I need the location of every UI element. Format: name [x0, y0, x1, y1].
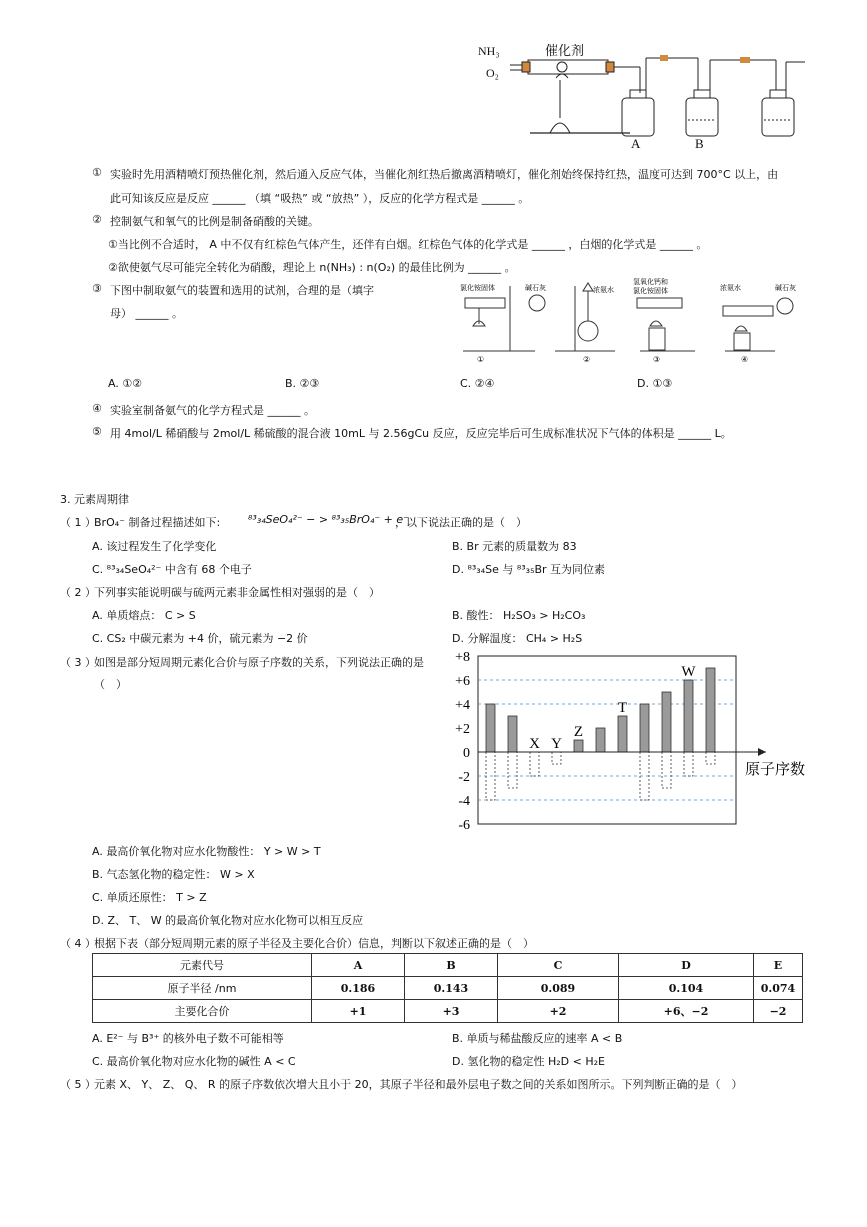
q1-tail: ，以下说法正确的是（ ） — [395, 516, 527, 529]
table-cell: +3 — [405, 1000, 498, 1023]
q3-text-2: （ ） — [94, 678, 127, 691]
q4-text: 根据下表（部分短周期元素的原子半径及主要化合价）信息，判断以下叙述正确的是（ ） — [94, 937, 534, 950]
figure-text-6: 浓氨水 — [720, 284, 741, 292]
item-2-line: 控制氨气和氧气的比例是制备硝酸的关键。 — [110, 215, 319, 228]
table-cell: 0.143 — [405, 977, 498, 1000]
q2-option-a: A. 单质熔点： C > S — [92, 609, 196, 622]
table-cell: +1 — [312, 1000, 405, 1023]
nh3-label: NH₃ — [478, 44, 500, 58]
q2-text: 下列事实能说明碳与硫两元素非金属性相对强弱的是（ ） — [94, 586, 380, 599]
bottle-a-label: A — [631, 136, 641, 151]
positive-valence-bar — [662, 692, 671, 752]
figure-text-1: 氯化铵固体 — [460, 284, 495, 292]
figure-label-4: ④ — [741, 355, 749, 364]
q1-text: BrO₄⁻ 制备过程描述如下: — [94, 516, 221, 529]
table-cell: D — [619, 954, 754, 977]
figure-label-3: ③ — [653, 355, 661, 364]
item-3-option-d: D. ①③ — [637, 377, 673, 390]
q5-text: 元素 X、 Y、 Z、 Q、 R 的原子序数依次增大且小于 20，其原子半径和最外层电子数之间的关系如图所示。下列判断正确的是（ ） — [94, 1078, 743, 1091]
point-label: T — [617, 700, 628, 716]
table-cell: 0.104 — [619, 977, 754, 1000]
q2-option-c: C. CS₂ 中碳元素为 +4 价，硫元素为 −2 价 — [92, 632, 308, 645]
table-cell: 元素代号 — [93, 954, 312, 977]
positive-valence-bar — [596, 728, 605, 752]
item-3-option-c: C. ②④ — [460, 377, 495, 390]
x-axis-label: 原子序数 — [745, 762, 806, 778]
item-5-line: 用 4mol/L 稀硝酸与 2mol/L 稀硫酸的混合液 10mL 与 2.56gCu 反应，反应完毕后可生成标准状况下气体的体积是 ______ L。 — [110, 427, 732, 440]
item-4-number: ④ — [92, 402, 102, 415]
item-3-number: ③ — [92, 282, 102, 295]
q4-option-c: C. 最高价氧化物对应水化物的碱性 A < C — [92, 1055, 296, 1068]
figure-text-3: 浓氨水 — [593, 286, 614, 294]
positive-valence-bar — [486, 704, 495, 752]
positive-valence-bar — [618, 716, 627, 752]
positive-valence-bar — [684, 680, 693, 752]
ammonia-preparation-figures — [455, 276, 815, 366]
y-tick-label: -2 — [458, 770, 470, 785]
item-2-sub-1: ①当比例不合适时， A 中不仅有红棕色气体产生，还伴有白烟。红棕色气体的化学式是 ______ ，白烟的化学式是 ______ 。 — [108, 238, 708, 251]
table-row — [93, 977, 803, 1000]
item-1-number: ① — [92, 166, 102, 179]
table-cell: C — [498, 954, 619, 977]
item-2-number: ② — [92, 213, 102, 226]
item-3-line-2: 母） ______ 。 — [110, 307, 183, 320]
q3-text-1: 如图是部分短周期元素化合价与原子序数的关系，下列说法正确的是 — [94, 656, 424, 669]
negative-valence-bar — [530, 752, 539, 776]
q4-option-d: D. 氢化物的稳定性 H₂D < H₂E — [452, 1055, 605, 1068]
y-tick-label: +6 — [455, 674, 470, 689]
table-cell: −2 — [754, 1000, 803, 1023]
positive-valence-bar — [508, 716, 517, 752]
y-tick-label: -4 — [458, 794, 470, 809]
q4-option-b: B. 单质与稀盐酸反应的速率 A < B — [452, 1032, 623, 1045]
figure-text-7: 碱石灰 — [775, 284, 796, 292]
negative-valence-bar — [706, 752, 715, 764]
q2-number: （ 2 ） — [60, 586, 96, 599]
section-3-title: 3. 元素周期律 — [60, 493, 129, 506]
q1-option-a: A. 该过程发生了化学变化 — [92, 540, 217, 553]
negative-valence-bar — [662, 752, 671, 788]
q3-option-d: D. Z、 T、 W 的最高价氧化物对应水化物可以相互反应 — [92, 914, 364, 927]
q1-option-b: B. Br 元素的质量数为 83 — [452, 540, 577, 553]
point-label: X — [529, 736, 540, 752]
figure-text-2: 碱石灰 — [525, 284, 546, 292]
q3-option-c: C. 单质还原性： T > Z — [92, 891, 207, 904]
item-1-line-2: 此可知该反应是反应 ______ （填 “吸热” 或 “放热” ），反应的化学方程式是 ______ 。 — [110, 192, 530, 205]
element-table — [92, 953, 803, 1023]
table-cell: 0.186 — [312, 977, 405, 1000]
catalyst-label: 催化剂 — [545, 44, 585, 59]
table-row — [93, 1000, 803, 1023]
item-3-line-1: 下图中制取氨气的装置和选用的试剂，合理的是（填字 — [110, 284, 374, 297]
q3-option-b: B. 气态氢化物的稳定性： W > X — [92, 868, 255, 881]
table-row — [93, 954, 803, 977]
q1-equation: ⁸³₃₄SeO₄²⁻ − > ⁸³₃₅BrO₄⁻ + e⁻ — [248, 513, 409, 526]
table-cell: 0.074 — [754, 977, 803, 1000]
point-label: W — [681, 664, 696, 680]
table-cell: 主要化合价 — [93, 1000, 312, 1023]
positive-valence-bar — [706, 668, 715, 752]
bottle-b-label: B — [695, 136, 704, 151]
y-tick-label: 0 — [463, 746, 470, 761]
table-cell: E — [754, 954, 803, 977]
ammonia-oxidation-apparatus — [470, 38, 820, 153]
o2-label: O₂ — [486, 66, 499, 80]
point-label: Y — [551, 736, 562, 752]
item-2-sub-2: ②欲使氨气尽可能完全转化为硝酸，理论上 n(NH₃) : n(O₂) 的最佳比例为 ______ 。 — [108, 261, 516, 274]
table-cell: B — [405, 954, 498, 977]
q1-option-c: C. ⁸³₃₄SeO₄²⁻ 中含有 68 个电子 — [92, 563, 252, 576]
item-4-line: 实验室制备氨气的化学方程式是 ______ 。 — [110, 404, 315, 417]
negative-valence-bar — [508, 752, 517, 788]
valence-chart — [440, 648, 820, 833]
point-label: Z — [573, 724, 584, 740]
figure-text-4: 氢氧化钙和 — [633, 278, 668, 286]
table-cell: 原子半径 /nm — [93, 977, 312, 1000]
q3-option-a: A. 最高价氧化物对应水化物酸性： Y > W > T — [92, 845, 321, 858]
negative-valence-bar — [684, 752, 693, 776]
y-tick-label: +2 — [455, 722, 470, 737]
y-tick-label: +8 — [455, 650, 470, 665]
q1-number: （ 1 ） — [60, 516, 96, 529]
figure-label-2: ② — [583, 355, 591, 364]
item-3-option-b: B. ②③ — [285, 377, 320, 390]
positive-valence-bar — [640, 704, 649, 752]
y-tick-label: -6 — [458, 818, 470, 833]
q5-number: （ 5 ） — [60, 1078, 96, 1091]
figure-label-1: ① — [477, 355, 485, 364]
q2-option-b: B. 酸性： H₂SO₃ > H₂CO₃ — [452, 609, 586, 622]
table-cell: A — [312, 954, 405, 977]
q3-number: （ 3 ） — [60, 656, 96, 669]
item-1-line-1: 实验时先用酒精喷灯预热催化剂，然后通入反应气体，当催化剂红热后撤离酒精喷灯，催化剂始终保持红热，温度可达到 700°C 以上，由 — [110, 168, 779, 181]
table-cell: +2 — [498, 1000, 619, 1023]
item-5-number: ⑤ — [92, 425, 102, 438]
q4-option-a: A. E²⁻ 与 B³⁺ 的核外电子数不可能相等 — [92, 1032, 284, 1045]
figure-text-5: 氯化铵固体 — [633, 287, 668, 295]
q1-option-d: D. ⁸³₃₄Se 与 ⁸³₃₅Br 互为同位素 — [452, 563, 606, 576]
table-cell: 0.089 — [498, 977, 619, 1000]
q4-number: （ 4 ） — [60, 937, 96, 950]
q2-option-d: D. 分解温度： CH₄ > H₂S — [452, 632, 583, 645]
positive-valence-bar — [574, 740, 583, 752]
table-cell: +6、−2 — [619, 1000, 754, 1023]
negative-valence-bar — [552, 752, 561, 764]
item-3-option-a: A. ①② — [108, 377, 143, 390]
y-tick-label: +4 — [455, 698, 470, 713]
